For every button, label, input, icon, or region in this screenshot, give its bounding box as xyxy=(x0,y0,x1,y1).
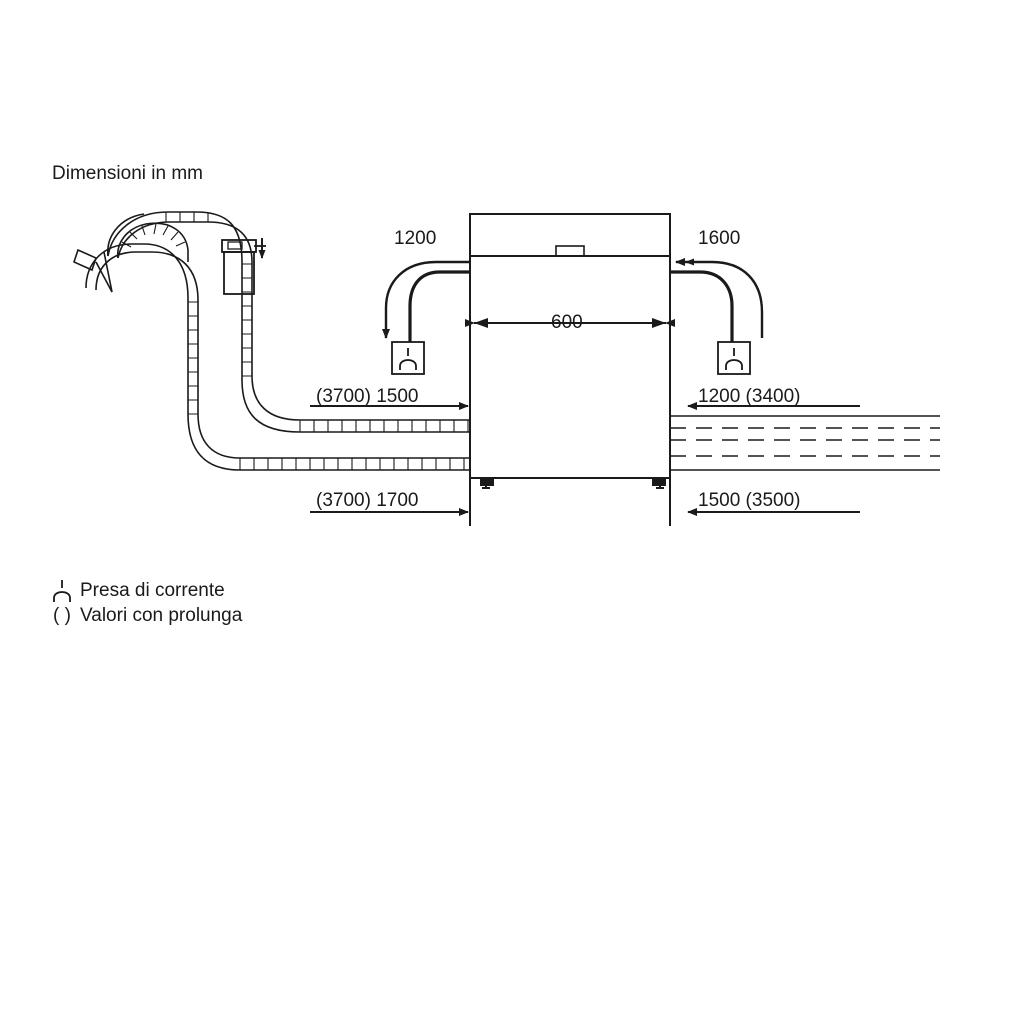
cable-left-top xyxy=(410,272,470,342)
appliance-body xyxy=(470,214,670,488)
hose-drain-lower xyxy=(86,244,470,470)
dim-label-hose-left-top: 1200 xyxy=(394,228,437,249)
socket-left-icon xyxy=(392,342,424,374)
parentheses-symbol: ( ) xyxy=(53,605,71,626)
legend xyxy=(52,578,242,628)
water-inlet-connector xyxy=(222,238,266,294)
legend-item-extension-label: Valori con prolunga xyxy=(80,605,243,626)
legend-item-extension xyxy=(52,603,242,628)
cable-right-top xyxy=(670,272,732,342)
dim-label-left-mid: (3700) 1500 xyxy=(316,386,419,407)
socket-right-icon xyxy=(718,342,750,374)
dim-label-right-bottom: 1500 (3500) xyxy=(698,490,801,511)
dim-label-left-bottom: (3700) 1700 xyxy=(316,490,419,511)
legend-item-socket xyxy=(52,578,242,603)
dim-label-right-mid: 1200 (3400) xyxy=(698,386,801,407)
legend-item-socket-label: Presa di corrente xyxy=(80,580,225,601)
dim-label-hose-right-top: 1600 xyxy=(698,228,741,249)
page-title: Dimensioni in mm xyxy=(52,163,203,184)
supply-lines-right xyxy=(670,416,940,470)
socket-icon xyxy=(52,578,72,603)
dim-label-width: 600 xyxy=(551,312,583,333)
